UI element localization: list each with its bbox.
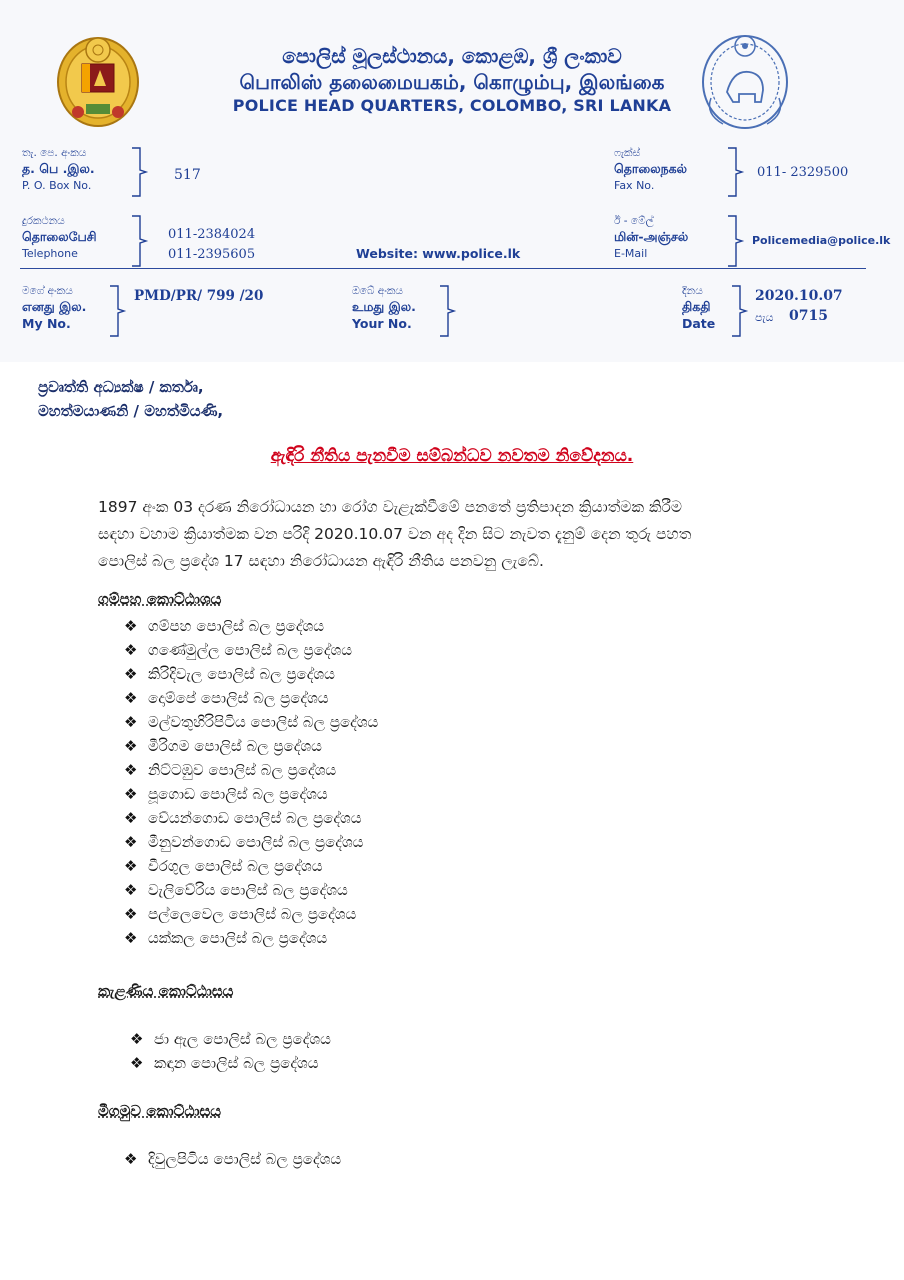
diamond-bullet-icon: ❖ (124, 761, 138, 779)
diamond-bullet-icon: ❖ (124, 713, 138, 731)
division-heading-gampaha: ගම්පහ කොට්ඨාශය (98, 590, 222, 608)
diamond-bullet-icon: ❖ (124, 641, 138, 659)
division-list-gampaha (124, 614, 378, 950)
list-item: ❖ කිරිදිවැල පොලිස් බල ප්‍රදේශය (124, 662, 378, 686)
list-item: ❖ මීනුවන්ගොඩ පොලිස් බල ප්‍රදේශය (124, 830, 378, 854)
date-value: 2020.10.07 (755, 288, 843, 304)
your-no-label: ඔබේ අංකය உமது இல. Your No. (352, 285, 416, 331)
subject-heading: ඇඳිරි නීතිය පැනවීම සම්බන්ධව නවතම නිවේදනය. (270, 446, 634, 466)
diamond-bullet-icon: ❖ (124, 881, 138, 899)
fax-label: ෆැක්ස් தொலைநகல் Fax No. (614, 147, 687, 192)
list-item: ❖ වීරගුල පොලිස් බල ප්‍රදේශය (124, 854, 378, 878)
your-no-bracket (440, 284, 464, 338)
date-bracket (732, 284, 756, 338)
list-item: ❖ පූගොඩ පොලිස් බල ප්‍රදේශය (124, 782, 378, 806)
list-item: ❖ දොම්පේ පොලිස් බල ප්‍රදේශය (124, 686, 378, 710)
list-item: ❖ වැලිවේරිය පොලිස් බල ප්‍රදේශය (124, 878, 378, 902)
diamond-bullet-icon: ❖ (130, 1054, 144, 1072)
salutation-line-2: මහත්මයාණනි / මහත්මියණි, (38, 402, 224, 420)
list-item: ❖ වේයන්ගොඩ පොලිස් බල ප්‍රදේශය (124, 806, 378, 830)
letterhead-title-tamil: பொலிஸ் தலைமையகம், கொழும்பு, இலங்கை (239, 70, 665, 94)
telephone-label: දුරකථනය தொலைபேசி Telephone (22, 215, 97, 260)
email-link[interactable]: Policemedia@police.lk (752, 234, 891, 247)
time-value: 0715 (789, 308, 828, 324)
telephone-value-2: 011-2395605 (168, 247, 256, 262)
list-item: ❖ පල්ලෙවෙල පොලිස් බල ප්‍රදේශය (124, 902, 378, 926)
diamond-bullet-icon: ❖ (124, 809, 138, 827)
list-item: ❖ කඳාන පොලිස් බල ප්‍රදේශය (130, 1051, 331, 1075)
fax-value: 011- 2329500 (757, 165, 849, 180)
division-heading-kelaniya: කැළණිය කොට්ඨාසය (98, 982, 234, 1000)
time-label: පැය (755, 311, 774, 324)
list-item: ❖ ගණේමුල්ල පොලිස් බල ප්‍රදේශය (124, 638, 378, 662)
letterhead-title-english: POLICE HEAD QUARTERS, COLOMBO, SRI LANKA (232, 96, 672, 115)
diamond-bullet-icon: ❖ (124, 929, 138, 947)
diamond-bullet-icon: ❖ (130, 1030, 144, 1048)
header-divider (20, 268, 866, 269)
website-text: Website: www.police.lk (356, 246, 521, 261)
diamond-bullet-icon: ❖ (124, 785, 138, 803)
telephone-bracket (132, 214, 156, 268)
list-item: ❖ යක්කල පොලිස් බල ප්‍රදේශය (124, 926, 378, 950)
list-item: ❖ ජා ඇල පොලිස් බල ප්‍රදේශය (130, 1027, 331, 1051)
telephone-value-1: 011-2384024 (168, 227, 256, 242)
diamond-bullet-icon: ❖ (124, 665, 138, 683)
diamond-bullet-icon: ❖ (124, 905, 138, 923)
diamond-bullet-icon: ❖ (124, 689, 138, 707)
division-list-kelaniya (130, 1027, 331, 1075)
division-heading-negombo: මීගමුව කොට්ඨාසය (98, 1102, 222, 1120)
salutation-line-1: ප්‍රවෘත්ති අධ්‍යක්ෂ / කර්තෘ, (38, 378, 204, 396)
email-bracket (728, 214, 752, 268)
diamond-bullet-icon: ❖ (124, 857, 138, 875)
diamond-bullet-icon: ❖ (124, 833, 138, 851)
fax-bracket (728, 146, 752, 198)
list-item: ❖ මල්වතුහිරිපිටිය පොලිස් බල ප්‍රදේශය (124, 710, 378, 734)
list-item: ❖ ගම්පහ පොලිස් බල ප්‍රදේශය (124, 614, 378, 638)
diamond-bullet-icon: ❖ (124, 617, 138, 635)
list-item: ❖ මීරිගම පොලිස් බල ප්‍රදේශය (124, 734, 378, 758)
my-no-value: PMD/PR/ 799 /20 (134, 288, 264, 304)
date-label: දිනය திகதி Date (682, 285, 716, 331)
body-line-1: 1897 අංක 03 දරණ නිරෝධායන හා රෝග වැළැක්වීමේ පනතේ ප්‍රතිපාදන ක්‍රියාත්මක කිරීම (98, 498, 683, 516)
body-line-3: පොලිස් බල ප්‍රදේශ 17 සඳහා නිරෝධායන ඇඳිරි නීතිය පනවනු ලැබේ. (98, 552, 544, 570)
list-item: ❖ නිට්ටඹුව පොලිස් බල ප්‍රදේශය (124, 758, 378, 782)
body-paragraph (98, 494, 870, 575)
list-item: ❖ දිවුලපිටිය පොලිස් බල ප්‍රදේශය (124, 1147, 341, 1171)
my-no-bracket (110, 284, 134, 338)
po-box-label: තැ. පෙ. අංකය த. பெ .இல. P. O. Box No. (22, 147, 95, 192)
letterhead-title-sinhala: පොලිස් මූලස්ථානය, කොළඹ, ශ්‍රී ලංකාව (282, 44, 622, 68)
division-list-negombo (124, 1147, 341, 1171)
body-line-2: සඳහා වහාම ක්‍රියාත්මක වන පරිදි 2020.10.07 වන අද දින සිට නැවත දැනුම් දෙන තුරු පහත (98, 525, 692, 543)
my-no-label: මගේ අංකය எனது இல. My No. (22, 285, 87, 331)
diamond-bullet-icon: ❖ (124, 1150, 138, 1168)
diamond-bullet-icon: ❖ (124, 737, 138, 755)
email-label: ඊ - මේල් மின்-அஞ்சல் E-Mail (614, 215, 689, 260)
po-box-value: 517 (174, 167, 201, 183)
po-box-bracket (132, 146, 156, 198)
